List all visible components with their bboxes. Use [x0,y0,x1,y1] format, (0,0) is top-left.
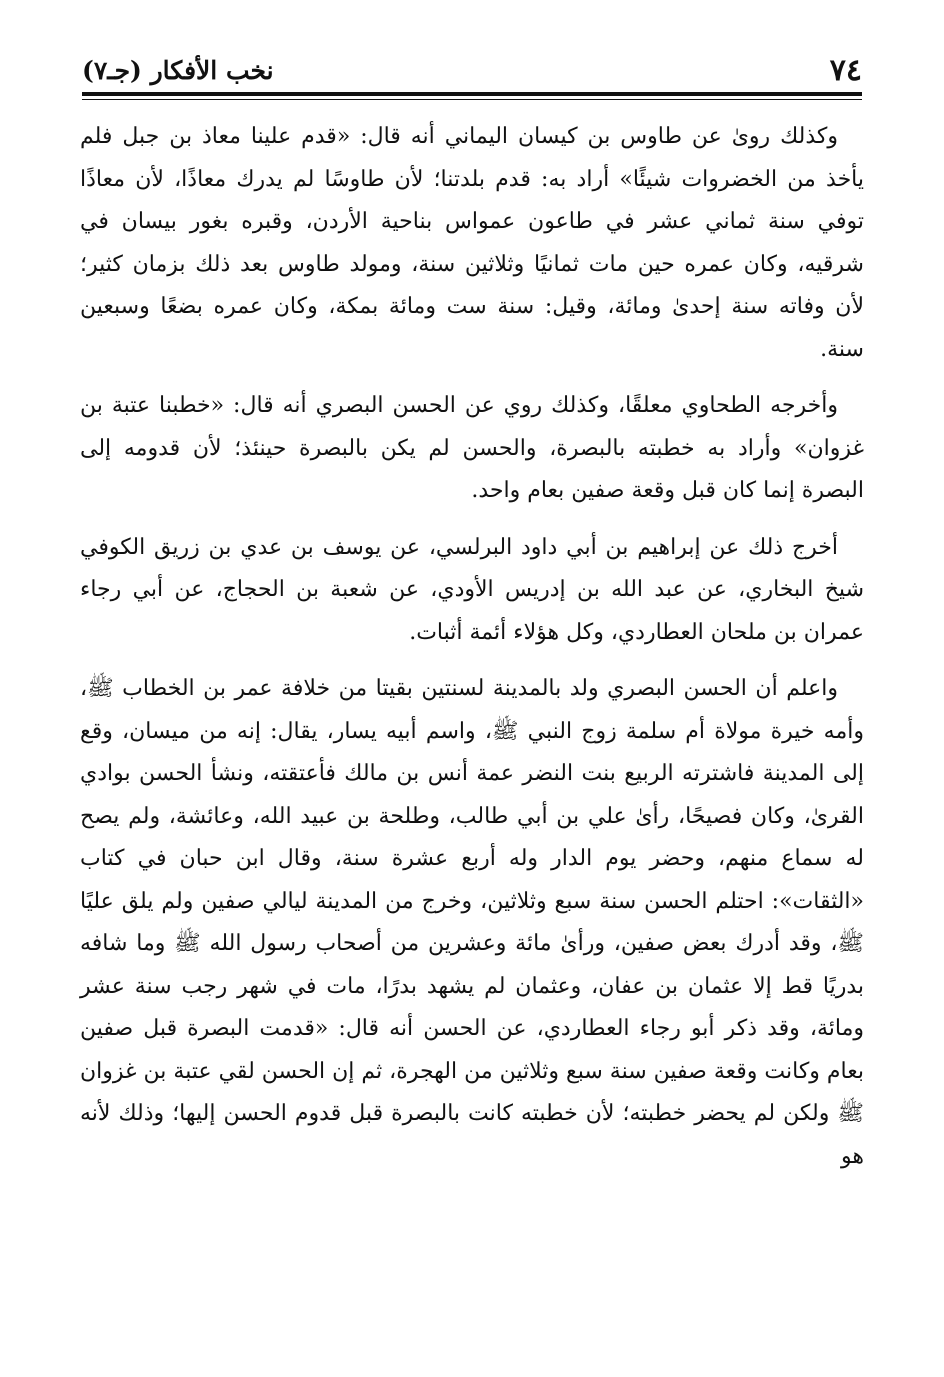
paragraph-hasan-khutba: وأخرجه الطحاوي معلقًا، وكذلك روي عن الحسن البصري أنه قال: «خطبنا عتبة بن غزوان» وأراد به خطبته بالبصرة، والحسن لم يكن بالبصرة حينئذ؛ لأن قدومه إلى البصرة إنما كان قبل وقعة صفين بعام واحد. [80,393,864,503]
paragraph-isnad: أخرج ذلك عن إبراهيم بن أبي داود البرلسي، عن يوسف بن عدي بن زريق الكوفي شيخ البخاري، عن عبد الله بن إدريس الأودي، عن شعبة بن الحجاج، عن أبي رجاء عمران بن ملحان العطاردي، وكل هؤلاء أئمة أثبات. [80,534,864,645]
page-number: ٧٤ [829,53,862,88]
book-title: نخب الأفكار (جـ٧) [82,56,274,85]
page-body [80,116,864,1192]
header-rule-thin [82,99,862,100]
header-rule-thick [82,92,862,96]
page-header [82,46,862,94]
paragraph-tawus: وكذلك روىٰ عن طاوس بن كيسان اليماني أنه قال: «قدم علينا معاذ بن جبل فلم يأخذ من الخضروات شيئًا» أراد به: قدم بلدتنا؛ لأن طاوسًا لم يدرك معاذًا، لأن معاذًا توفي سنة ثماني عشر في طاعون عمواس بناحية الأردن، وقبره بغور بيسان في شرقيه، وكان عمره حين مات ثمانيًا وثلاثين سنة، ومولد طاوس بعد ذلك بزمان كثير؛ لأن وفاته سنة إحدىٰ ومائة، وقيل: سنة ست ومائة بمكة، وكان عمره بضعًا وسبعين سنة. [80,124,864,362]
paragraph-hasan-biography: واعلم أن الحسن البصري ولد بالمدينة لسنتين بقيتا من خلافة عمر بن الخطاب ﷺ، وأمه خيرة مولاة أم سلمة زوج النبي ﷺ، واسم أبيه يسار، يقال: إنه من ميسان، وقع إلى المدينة فاشترته الربيع بنت النضر عمة أنس بن مالك فأعتقته، ونشأ الحسن بوادي القرىٰ، وكان فصيحًا، رأىٰ علي بن أبي طالب، وطلحة بن عبيد الله، وعائشة، ولم يصح له سماع منهم، وحضر يوم الدار وله أربع عشرة سنة، وقال ابن حبان في كتاب «الثقات»: احتلم الحسن سنة سبع وثلاثين، وخرج من المدينة ليالي صفين ولم يلق عليًا ﷺ، وقد أدرك بعض صفين، ورأىٰ مائة وعشرين من أصحاب رسول الله ﷺ وما شافه بدريًا قط إلا عثمان بن عفان، وعثمان لم يشهد بدرًا، مات في شهر رجب سنة عشر ومائة، وقد ذكر أبو رجاء العطاردي، عن الحسن أنه قال: «قدمت البصرة قبل صفين بعام وكانت وقعة صفين سنة سبع وثلاثين من الهجرة، ثم إن الحسن لقي عتبة بن غزوان ﷺ ولكن لم يحضر خطبته؛ لأن خطبته كانت بالبصرة قبل قدوم الحسن إليها؛ وذلك لأنه هو [80,676,864,1169]
